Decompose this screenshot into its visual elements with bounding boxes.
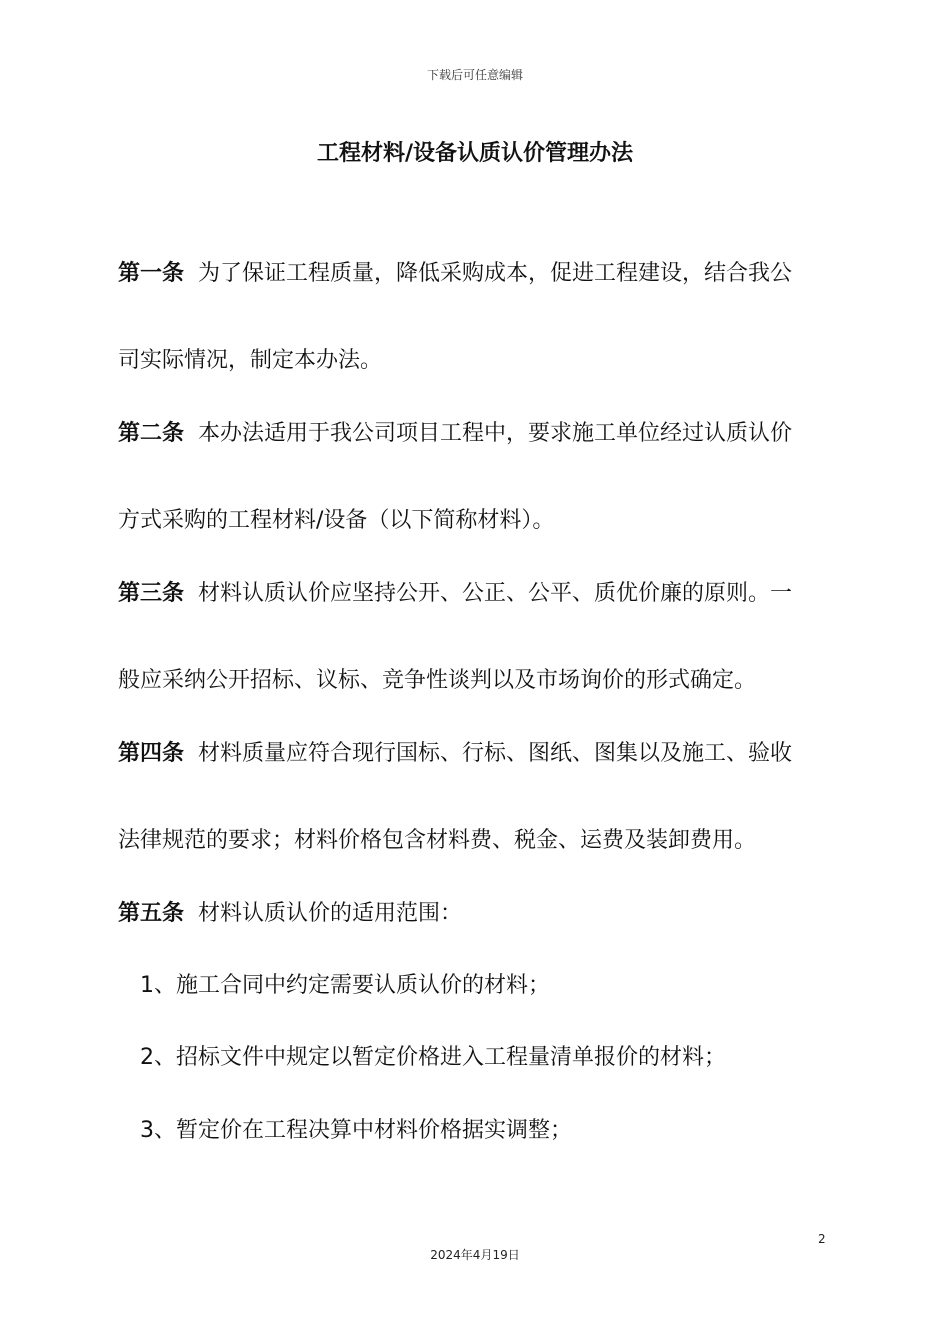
article-1-line-1: [118, 259, 858, 289]
article-2-line-1: [118, 419, 858, 449]
article-3-line-2: 般应采纳公开招标、议标、竞争性谈判以及市场询价的形式确定。: [118, 668, 757, 693]
article-label: 第一条: [118, 261, 185, 286]
article-label: 第四条: [118, 741, 185, 766]
article-4-line-2: 法律规范的要求；材料价格包含材料费、税金、运费及装卸费用。: [118, 828, 757, 853]
article-label: 第二条: [118, 421, 185, 446]
article-text: 材料质量应符合现行国标、行标、图纸、图集以及施工、验收: [198, 741, 793, 766]
header-note: 下载后可任意编辑: [426, 68, 523, 82]
article-5-line-1: [118, 899, 858, 929]
article-label: 第三条: [118, 581, 185, 606]
article-text: 材料认质认价的适用范围：: [198, 901, 463, 926]
article-2-line-2: 方式采购的工程材料/设备（以下简称材料）。: [118, 508, 555, 533]
footer-date: 2024年4月19日: [430, 1248, 520, 1262]
article-text: 本办法适用于我公司项目工程中，要求施工单位经过认质认价: [198, 421, 793, 446]
article-text: 为了保证工程质量，降低采购成本，促进工程建设，结合我公: [198, 261, 793, 286]
scope-item-1: 1、施工合同中约定需要认质认价的材料；: [140, 973, 550, 998]
document-title: 工程材料/设备认质认价管理办法: [316, 141, 634, 166]
page-number: 2: [818, 1232, 826, 1246]
scope-item-3: 3、暂定价在工程决算中材料价格据实调整；: [140, 1118, 572, 1143]
article-3-line-1: [118, 579, 858, 609]
article-1-line-2: 司实际情况，制定本办法。: [118, 348, 383, 373]
article-4-line-1: [118, 739, 858, 769]
article-text: 材料认质认价应坚持公开、公正、公平、质优价廉的原则。一: [198, 581, 793, 606]
article-label: 第五条: [118, 901, 185, 926]
scope-item-2: 2、招标文件中规定以暂定价格进入工程量清单报价的材料；: [140, 1045, 726, 1070]
